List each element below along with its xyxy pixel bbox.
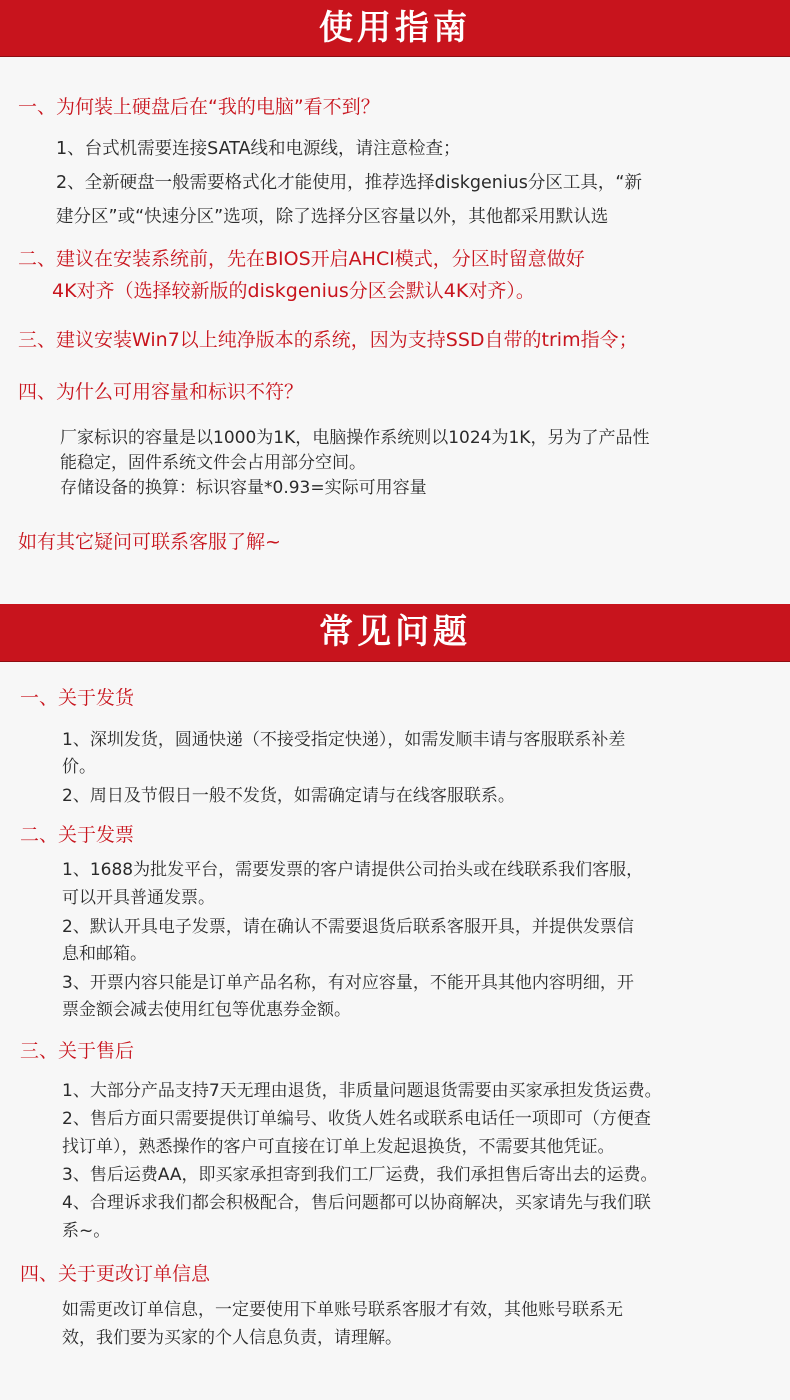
guide-q1-answer-1: 1、台式机需要连接SATA线和电源线，请注意检查； — [56, 139, 461, 159]
faq-invoice-answer-1-line-2: 可以开具普通发票。 — [62, 888, 215, 908]
guide-q2-line-1: 二、建议在安装系统前，先在BIOS开启AHCI模式，分区时留意做好 — [18, 248, 585, 270]
faq-aftersales-answer-2-line-1: 2、售后方面只需要提供订单编号、收货人姓名或联系电话任一项即可（方便查 — [62, 1109, 651, 1129]
faq-title: 常见问题 — [319, 612, 471, 652]
guide-q1: 一、为何装上硬盘后在“我的电脑”看不到？ — [18, 96, 380, 118]
faq-aftersales-answer-3: 3、售后运费AA，即买家承担寄到我们工厂运费，我们承担售后寄出去的运费。 — [62, 1165, 658, 1185]
guide-q2-line-2: 4K对齐（选择较新版的diskgenius分区会默认4K对齐）。 — [52, 280, 535, 302]
faq-aftersales-answer-4-line-2: 系~。 — [62, 1221, 111, 1241]
faq-invoice-answer-1-line-1: 1、1688为批发平台，需要发票的客户请提供公司抬头或在线联系我们客服， — [62, 860, 644, 880]
faq-aftersales-answer-1: 1、大部分产品支持7天无理由退货，非质量问题退货需要由买家承担发货运费。 — [62, 1081, 662, 1101]
faq-aftersales-answer-2-line-2: 找订单），熟悉操作的客户可直接在订单上发起退换货，不需要其他凭证。 — [62, 1137, 615, 1157]
guide-q4-answer-line-3: 存储设备的换算：标识容量*0.93=实际可用容量 — [60, 478, 427, 498]
faq-invoice-answer-2-line-2: 息和邮箱。 — [62, 944, 147, 964]
guide-q1-answer-2-line-1: 2、全新硬盘一般需要格式化才能使用，推荐选择diskgenius分区工具，“新 — [56, 173, 642, 193]
guide-banner — [0, 0, 790, 57]
faq-shipping-answer-2: 2、周日及节假日一般不发货，如需确定请与在线客服联系。 — [62, 786, 515, 806]
faq-shipping-answer-1-line-2: 价。 — [62, 757, 96, 777]
faq-invoice-answer-3-line-1: 3、开票内容只能是订单产品名称，有对应容量，不能开具其他内容明细，开 — [62, 973, 634, 993]
faq-aftersales-answer-4-line-1: 4、合理诉求我们都会积极配合，售后问题都可以协商解决，买家请先与我们联 — [62, 1193, 651, 1213]
guide-q4-answer-line-1: 厂家标识的容量是以1000为1K，电脑操作系统则以1024为1K，另为了产品性 — [60, 428, 650, 448]
faq-shipping-answer-1-line-1: 1、深圳发货，圆通快递（不接受指定快递），如需发顺丰请与客服联系补差 — [62, 730, 626, 750]
faq-invoice-heading: 二、关于发票 — [20, 824, 135, 846]
faq-shipping-heading: 一、关于发货 — [20, 687, 135, 709]
guide-contact-note: 如有其它疑问可联系客服了解~ — [18, 531, 281, 553]
guide-q4: 四、为什么可用容量和标识不符？ — [18, 381, 304, 403]
faq-banner — [0, 604, 790, 662]
guide-q4-answer-line-2: 能稳定，固件系统文件会占用部分空间。 — [60, 453, 366, 473]
faq-invoice-answer-2-line-1: 2、默认开具电子发票，请在确认不需要退货后联系客服开具，并提供发票信 — [62, 917, 634, 937]
faq-order-change-heading: 四、关于更改订单信息 — [20, 1263, 211, 1285]
guide-q1-answer-2-line-2: 建分区”或“快速分区”选项，除了选择分区容量以外，其他都采用默认选 — [56, 207, 609, 227]
faq-aftersales-heading: 三、关于售后 — [20, 1040, 135, 1062]
guide-title: 使用指南 — [319, 8, 471, 48]
faq-order-change-answer-line-2: 效，我们要为买家的个人信息负责，请理解。 — [62, 1328, 402, 1348]
guide-q3: 三、建议安装Win7以上纯净版本的系统，因为支持SSD自带的trim指令； — [18, 329, 638, 351]
faq-order-change-answer-line-1: 如需更改订单信息，一定要使用下单账号联系客服才有效，其他账号联系无 — [62, 1300, 623, 1320]
faq-invoice-answer-3-line-2: 票金额会减去使用红包等优惠券金额。 — [62, 1000, 351, 1020]
